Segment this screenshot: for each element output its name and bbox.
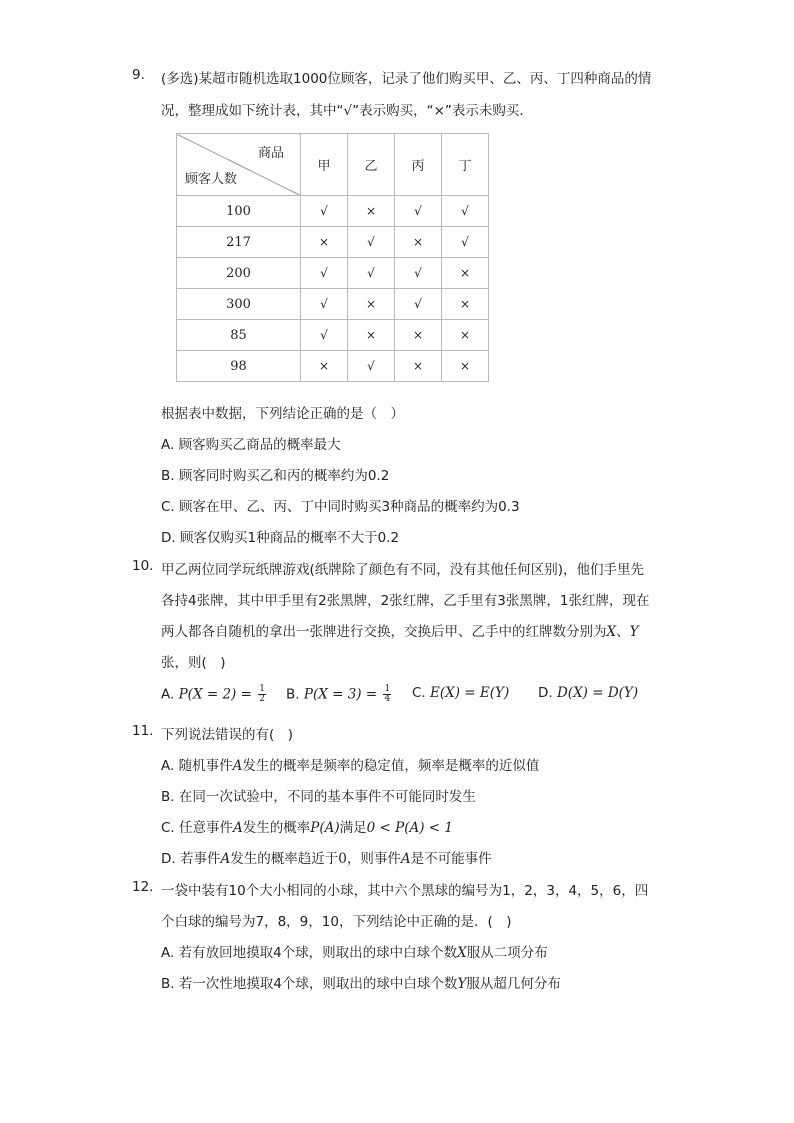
- goods-header-cell: 乙: [348, 134, 395, 196]
- variable-y: Y: [629, 624, 639, 640]
- option-text: 是不可能事件: [410, 851, 492, 867]
- purchase-mark-cell: ×: [395, 320, 442, 351]
- goods-header-cell: 丁: [442, 134, 489, 196]
- purchase-mark-cell: ×: [301, 227, 348, 258]
- option-d: [161, 847, 492, 867]
- option-expression: D(X) = D(Y): [556, 685, 639, 701]
- purchase-mark-cell: ×: [395, 227, 442, 258]
- variable-a: A: [220, 851, 231, 867]
- purchase-mark-cell: √: [301, 320, 348, 351]
- math-expression: P(A): [310, 820, 340, 836]
- question-stem-line-1: 一袋中装有10个大小相同的小球，其中六个黑球的编号为1，2，3，4，5，6，四: [161, 883, 649, 899]
- customer-count-cell: 217: [177, 227, 301, 258]
- purchase-mark-cell: ×: [348, 289, 395, 320]
- fraction-numerator: 1: [259, 684, 265, 694]
- option-text: 服从超几何分布: [466, 976, 561, 992]
- option-b: [286, 685, 391, 704]
- option-label: A.: [161, 686, 175, 703]
- question-number: 10.: [132, 558, 154, 574]
- option-text: 发生的概率趋近于: [230, 851, 339, 867]
- question-stem-line-1: 甲乙两位同学玩纸牌游戏(纸牌除了颜色有不同，没有其他任何区别)，他们手里先: [161, 562, 645, 578]
- option-a: A. 顾客购买乙商品的概率最大: [161, 437, 341, 453]
- option-text: 发生的概率: [242, 820, 311, 836]
- purchase-mark-cell: √: [301, 258, 348, 289]
- customer-count-cell: 100: [177, 196, 301, 227]
- purchase-mark-cell: ×: [442, 258, 489, 289]
- question-number: 9.: [132, 67, 145, 83]
- table-row: [177, 351, 489, 382]
- stem-text: 两人都各自随机的拿出一张牌进行交换，交换后甲、乙手中的红牌数分别为: [161, 624, 607, 640]
- table-header-row: [177, 134, 489, 196]
- question-stem-line-3: [161, 620, 639, 640]
- option-expression: E(X) = E(Y): [430, 685, 510, 701]
- fraction: [258, 685, 266, 704]
- purchase-mark-cell: ×: [442, 320, 489, 351]
- customer-count-cell: 85: [177, 320, 301, 351]
- purchase-mark-cell: ×: [442, 289, 489, 320]
- purchase-mark-cell: √: [348, 227, 395, 258]
- option-expression: P(X = 2) =: [178, 686, 252, 703]
- purchase-mark-cell: ×: [301, 351, 348, 382]
- purchase-mark-cell: ×: [348, 196, 395, 227]
- option-c: [161, 816, 453, 836]
- customer-count-cell: 200: [177, 258, 301, 289]
- header-goods-label: 商品: [257, 146, 284, 161]
- purchase-mark-cell: √: [395, 289, 442, 320]
- option-text: 满足: [339, 820, 367, 836]
- purchase-mark-cell: √: [395, 196, 442, 227]
- header-customers-label: 顾客人数: [185, 172, 238, 187]
- question-stem: 下列说法错误的有( ): [161, 727, 294, 743]
- question-stem-line-2: 个白球的编号为7，8，9，10，下列结论中正确的是．( ): [161, 914, 512, 930]
- separator: 、: [616, 624, 630, 640]
- goods-header-cell: 丙: [395, 134, 442, 196]
- option-b: B. 在同一次试验中，不同的基本事件不可能同时发生: [161, 789, 476, 805]
- question-number: 11.: [132, 723, 154, 739]
- option-text: 服从二项分布: [466, 945, 548, 961]
- option-text: A. 若有放回地摸取4个球，则取出的球中白球个数: [161, 945, 458, 961]
- variable-a: A: [400, 851, 411, 867]
- option-d: D. 顾客仅购买1种商品的概率不大于0.2: [161, 530, 400, 546]
- fraction: [383, 685, 391, 704]
- customer-count-cell: 300: [177, 289, 301, 320]
- purchase-mark-cell: √: [442, 196, 489, 227]
- table-row: [177, 289, 489, 320]
- purchase-mark-cell: ×: [395, 351, 442, 382]
- customer-count-cell: 98: [177, 351, 301, 382]
- purchase-mark-cell: ×: [348, 320, 395, 351]
- purchase-mark-cell: √: [348, 258, 395, 289]
- variable-y: Y: [457, 976, 467, 992]
- purchase-mark-cell: √: [301, 196, 348, 227]
- question-number: 12.: [132, 879, 154, 895]
- option-b: B. 顾客同时购买乙和丙的概率约为0.2: [161, 468, 390, 484]
- option-a: [161, 941, 548, 961]
- option-a: [161, 754, 539, 774]
- purchase-mark-cell: √: [395, 258, 442, 289]
- option-b: [161, 972, 561, 992]
- option-expression: P(X = 3) =: [303, 686, 378, 703]
- fraction-numerator: 1: [384, 684, 391, 694]
- purchase-statistics-table: [176, 133, 489, 382]
- question-stem-line-1: (多选)某超市随机选取1000位顾客，记录了他们购买甲、乙、丙、丁四种商品的情: [161, 71, 652, 87]
- table-row: [177, 258, 489, 289]
- option-text: A. 随机事件: [161, 758, 233, 774]
- table-row: [177, 227, 489, 258]
- option-text: D. 若事件: [161, 851, 221, 867]
- option-text: ，则事件: [346, 851, 401, 867]
- option-text: 发生的概率是频率的稳定值，频率是概率的近似值: [242, 758, 540, 774]
- question-stem-line-2: 各持4张牌，其中甲手里有2张黑牌，2张红牌，乙手里有3张黑牌，1张红牌，现在: [161, 593, 650, 609]
- question-stem-line-4: 张，则( ): [161, 655, 226, 671]
- option-text: C. 任意事件: [161, 820, 234, 836]
- variable-a: A: [232, 758, 243, 774]
- option-text: B. 若一次性地摸取4个球，则取出的球中白球个数: [161, 976, 458, 992]
- option-label: D.: [538, 685, 553, 701]
- table-row: [177, 196, 489, 227]
- question-prompt: 根据表中数据，下列结论正确的是（ ）: [161, 406, 404, 422]
- fraction-denominator: 4: [384, 694, 391, 704]
- purchase-mark-cell: √: [301, 289, 348, 320]
- variable-x: X: [457, 945, 467, 961]
- option-d: [538, 685, 638, 701]
- option-c: [412, 685, 509, 701]
- question-stem-line-2: 况，整理成如下统计表，其中“√”表示购买，“×”表示未购买．: [161, 103, 533, 119]
- purchase-mark-cell: √: [348, 351, 395, 382]
- purchase-mark-cell: √: [442, 227, 489, 258]
- purchase-mark-cell: ×: [442, 351, 489, 382]
- variable-a: A: [233, 820, 243, 836]
- variable-x: X: [606, 624, 617, 640]
- option-a: [161, 685, 266, 704]
- table-row: [177, 320, 489, 351]
- option-c: C. 顾客在甲、乙、丙、丁中同时购买3种商品的概率约为0.3: [161, 499, 520, 515]
- goods-header-cell: 甲: [301, 134, 348, 196]
- math-expression: 0 < P(A) < 1: [366, 820, 453, 836]
- math-zero: 0: [338, 851, 347, 867]
- option-label: C.: [412, 685, 426, 701]
- option-label: B.: [286, 686, 300, 703]
- table-diagonal-header-cell: [177, 134, 301, 196]
- fraction-denominator: 2: [259, 694, 265, 704]
